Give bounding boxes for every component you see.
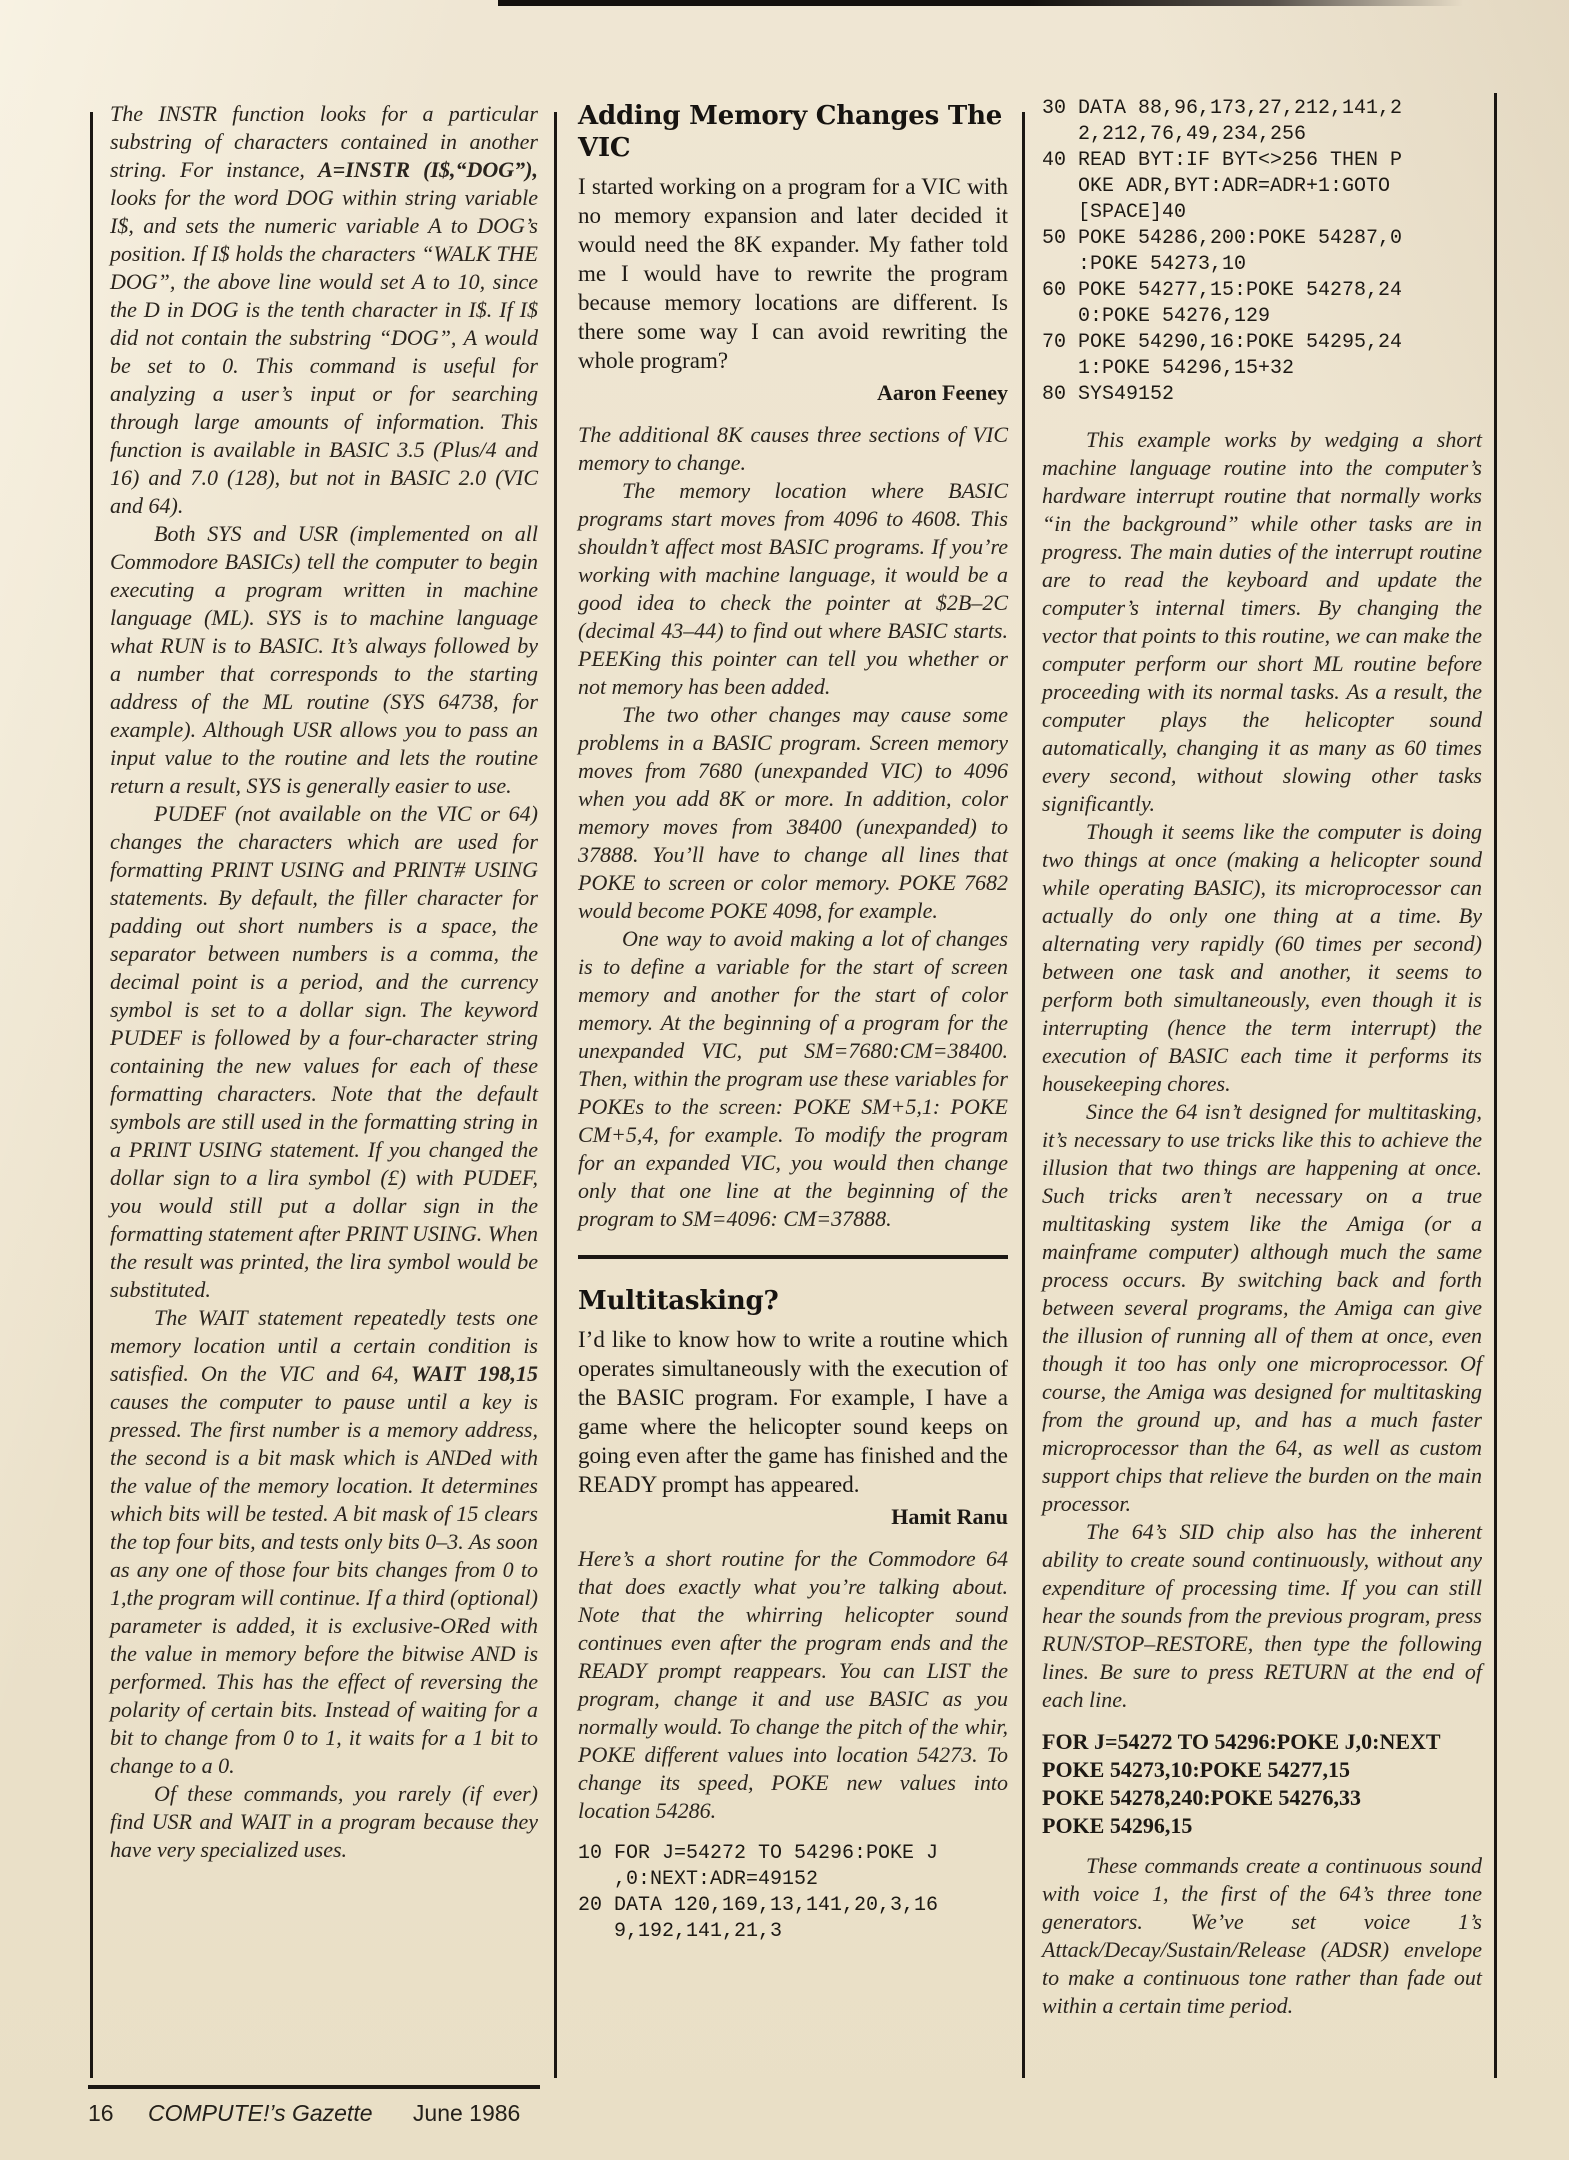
column-2 <box>578 100 1008 1945</box>
reader-signature: Aaron Feeney <box>877 380 1008 405</box>
column-rule-1-2 <box>554 112 557 2078</box>
program-listing-line: [SPACE]40 <box>1042 201 1187 224</box>
answer-paragraph: The additional 8K causes three sections of VIC memory to change. <box>578 422 1008 475</box>
program-listing-line: 0:POKE 54276,129 <box>1042 305 1271 328</box>
answer-paragraph: One way to avoid making a lot of changes is to define a variable for the start of screen memory and another for the start of color memory. At the beginning of a program for the unexpanded VIC, put SM=7680:CM=38400. Then, within the program use these variables for POKEs to the screen: POKE SM+5,1: POKE CM+5,4, for example. To modify the program for an expanded VIC, you would then change only that one line at the beginning of the program to SM=4096: CM=37888. <box>578 926 1008 1231</box>
answer-paragraph: Both SYS and USR (implemented on all Commodore BASICs) tell the computer to begin executing a program written in machine language (ML). SYS is to machine language what RUN is to BASIC. It’s always followed by a number that corresponds to the starting address of the ML routine (SYS 64738, for example). Although USR allows you to pass an input value to the routine and lets the routine return a result, SYS is generally easier to use. <box>110 521 538 798</box>
reader-question: I started working on a program for a VIC with no memory expansion and later decided it would need the 8K expander. My father told me I would have to rewrite the program because memory locations are different. Is there some way I can avoid rewriting the whole program? <box>578 174 1008 373</box>
direct-mode-command-line: FOR J=54272 TO 54296:POKE J,0:NEXT <box>1042 1729 1441 1754</box>
column-rule-left <box>90 112 93 2078</box>
answer-paragraph <box>110 1304 538 1780</box>
article-title: Adding Memory Changes The VIC <box>578 101 1003 163</box>
answer-paragraph: PUDEF (not available on the VIC or 64) changes the characters which are used for formatting PRINT USING and PRINT# USING statements. By default, the filler character for padding out short numbers is a space, the separator between numbers is a comma, the decimal point is a period, and the currency symbol is set to a dollar sign. The keyword PUDEF is followed by a four-character string containing the new values for each of these formatting characters. Note that the default symbols are still used in the formatting string in a PRINT USING statement. If you changed the dollar sign to a lira symbol (£) with PUDEF, you would still put a dollar sign in the formatting statement after PRINT USING. When the result was printed, the lira symbol would be substituted. <box>110 801 538 1302</box>
column-1 <box>110 100 538 1864</box>
program-listing-line: 2,212,76,49,234,256 <box>1042 123 1307 146</box>
program-listing-line: 40 READ BYT:IF BYT<>256 THEN P <box>1042 149 1403 172</box>
program-listing-line: 20 DATA 120,169,13,141,20,3,16 <box>578 1894 939 1917</box>
program-listing-line: :POKE 54273,10 <box>1042 253 1247 276</box>
section-divider-rule <box>578 1255 1008 1259</box>
column-rule-right <box>1494 93 1497 2078</box>
answer-paragraph: Here’s a short routine for the Commodore 64 that does exactly what you’re talking about. Note that the whirring helicopter sound continues even after the program ends and the READY prompt reappears. You can LIST the program, change it and use BASIC as you normally would. To change the pitch of the whir, POKE different values into location 54273. To change its speed, POKE new values into location 54286. <box>578 1546 1008 1823</box>
column-rule-2-3 <box>1022 112 1025 2078</box>
program-listing-line: 1:POKE 54296,15+32 <box>1042 357 1295 380</box>
answer-paragraph: This example works by wedging a short machine language routine into the computer’s hardware interrupt routine that normally works “in the background” while other tasks are in progress. The main duties of the interrupt routine are to read the keyboard and update the computer’s internal timers. By changing the vector that points to this routine, we can make the computer perform our short ML routine before proceeding with its normal tasks. As a result, the computer plays the helicopter sound automatically, changing it as many as 60 times every second, without slowing other tasks significantly. <box>1042 427 1482 816</box>
direct-mode-command-line: POKE 54273,10:POKE 54277,15 <box>1042 1757 1350 1782</box>
answer-paragraph: The two other changes may cause some problems in a BASIC program. Screen memory moves from 7680 (unexpanded VIC) to 4096 when you add 8K or more. In addition, color memory moves from 38400 (unexpanded) to 37888. You’ll have to change all lines that POKE to screen or color memory. POKE 7682 would become POKE 4098, for example. <box>578 702 1008 923</box>
direct-mode-command-line: POKE 54278,240:POKE 54276,33 <box>1042 1785 1361 1810</box>
reader-question: I’d like to know how to write a routine which operates simultaneously with the execution of the BASIC program. For example, I have a game where the helicopter sound keeps on going even after the game has finished and the READY prompt has appeared. <box>578 1327 1008 1497</box>
answer-paragraph: Though it seems like the computer is doing two things at once (making a helicopter sound while operating BASIC), its microprocessor can actually do only one thing at a time. By alternating very rapidly (60 times per second) between one task and another, it seems to perform both simultaneously, even though it is interrupting (hence the term interrupt) the execution of BASIC each time it performs its housekeeping chores. <box>1042 819 1482 1096</box>
answer-bold-code: A=INSTR (I$,“DOG”), <box>318 157 538 182</box>
scan-edge-artifact <box>498 0 1463 6</box>
page-footer <box>88 2100 688 2127</box>
answer-paragraph: These commands create a continuous sound with voice 1, the first of the 64’s three tone generators. We’ve set voice 1’s Attack/Decay/Sustain/Release (ADSR) envelope to make a continuous tone rather than fade out within a certain time period. <box>1042 1853 1482 2018</box>
answer-paragraph <box>110 100 538 520</box>
page-number: 16 <box>88 2100 114 2126</box>
answer-text: The INSTR function looks for a particular substring of characters contained in another string. For instance, <box>110 101 538 182</box>
direct-mode-command-line: POKE 54296,15 <box>1042 1813 1193 1838</box>
program-listing-line: 10 FOR J=54272 TO 54296:POKE J <box>578 1842 939 1865</box>
issue-date: June 1986 <box>412 2100 521 2126</box>
article-title: Multitasking? <box>578 1286 779 1316</box>
magazine-name: COMPUTE!’s Gazette <box>147 2100 373 2126</box>
program-listing-line: 60 POKE 54277,15:POKE 54278,24 <box>1042 279 1403 302</box>
answer-text: looks for the word DOG within string variable I$, and sets the numeric variable A to DOG’s position. If I$ holds the characters “WALK THE DOG”, the above line would set A to 10, since the D in DOG is the tenth character in I$. If I$ did not contain the substring “DOG”, A would be set to 0. This command is useful for analyzing a user’s input or for searching through large amounts of information. This function is available in BASIC 3.5 (Plus/4 and 16) and 7.0 (128), but not in BASIC 2.0 (VIC and 64). <box>110 185 538 518</box>
program-listing-line: 80 SYS49152 <box>1042 383 1175 406</box>
program-listing-line: ,0:NEXT:ADR=49152 <box>578 1868 819 1891</box>
program-listing-line: 9,192,141,21,3 <box>578 1920 783 1943</box>
footer-rule <box>88 2085 540 2089</box>
program-listing <box>1042 96 1482 408</box>
direct-mode-commands <box>1042 1728 1482 1840</box>
program-listing-line: OKE ADR,BYT:ADR=ADR+1:GOTO <box>1042 175 1391 198</box>
answer-paragraph: The 64’s SID chip also has the inherent ability to create sound continuously, without any expenditure of processing time. If you can still hear the sounds from the previous program, press RUN/STOP–RESTORE, then type the following lines. Be sure to press RETURN at the end of each line. <box>1042 1519 1482 1712</box>
column-3 <box>1042 96 1482 2020</box>
answer-text: The WAIT statement repeatedly tests one memory location until a certain condition is satisfied. On the VIC and 64, <box>110 1305 538 1386</box>
program-listing-line: 50 POKE 54286,200:POKE 54287,0 <box>1042 227 1403 250</box>
answer-paragraph: Since the 64 isn’t designed for multitasking, it’s necessary to use tricks like this to achieve the illusion that two things are happening at once. Such tricks aren’t necessary on a true multitasking system like the Amiga (or a mainframe computer) although much the same process occurs. By switching back and forth between several programs, the Amiga can give the illusion of running all of them at once, even though it too has only one microprocessor. Of course, the Amiga was designed for multitasking from the ground up, and has a much faster microprocessor than the 64, as well as custom support chips that relieve the burden on the main processor. <box>1042 1099 1482 1516</box>
answer-text: causes the computer to pause until a key is pressed. The first number is a memory address, the second is a bit mask which is ANDed with the value of the memory location. It determines which bits will be tested. A bit mask of 15 clears the top four bits, and tests only bits 0–3. As soon as any one of those four bits changes from 0 to 1,the program will continue. If a third (optional) parameter is added, it is exclusive-ORed with the value in memory before the bitwise AND is performed. This has the effect of reversing the polarity of certain bits. Instead of waiting for a bit to change from 0 to 1, it waits for a 1 bit to change to a 0. <box>110 1389 538 1778</box>
answer-bold-code: WAIT 198,15 <box>410 1361 538 1386</box>
program-listing-line: 30 DATA 88,96,173,27,212,141,2 <box>1042 97 1403 120</box>
reader-signature: Hamit Ranu <box>891 1504 1008 1529</box>
answer-paragraph: Of these commands, you rarely (if ever) find USR and WAIT in a program because they have very specialized uses. <box>110 1781 538 1862</box>
answer-paragraph: The memory location where BASIC programs start moves from 4096 to 4608. This shouldn’t affect most BASIC programs. If you’re working with machine language, it would be a good idea to check the pointer at $2B–2C (decimal 43–44) to find out where BASIC starts. PEEKing this pointer can tell you whether or not memory has been added. <box>578 478 1008 699</box>
program-listing <box>578 1841 1008 1945</box>
program-listing-line: 70 POKE 54290,16:POKE 54295,24 <box>1042 331 1403 354</box>
